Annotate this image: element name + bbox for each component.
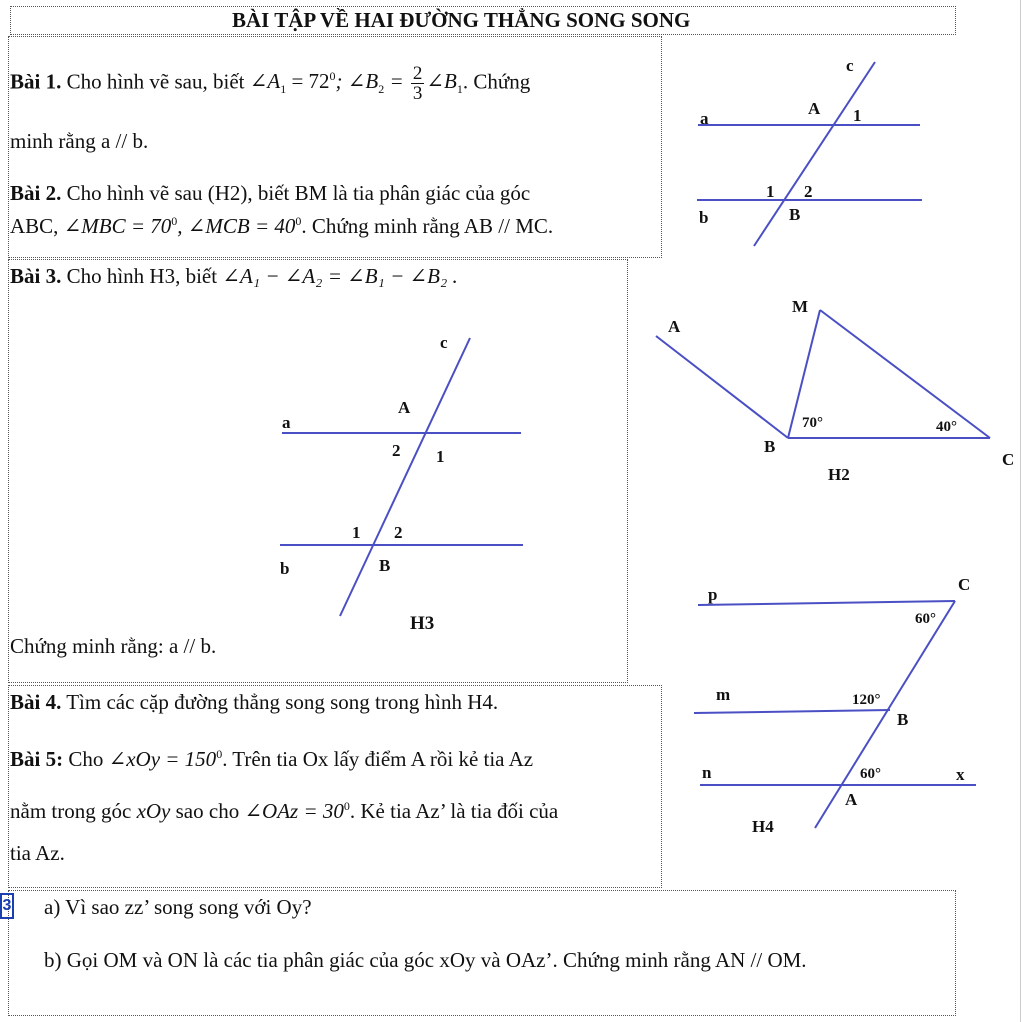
bai1-text: Cho hình vẽ sau, biết [66,69,245,94]
bai2-line2: ABC, ∠MBC = $70^0$, ∠MCB = $40^0$. Chứng minh rằng AB // MC. [10,214,554,238]
h4-transversal [815,601,955,828]
h3-label-A: A [398,398,411,417]
h4-angle-c: 60° [915,611,936,627]
h2-label-A: A [668,317,681,336]
h4-label-C: C [958,575,971,594]
h4-label-A: A [845,790,858,809]
h4-angle-b: 120° [852,692,881,708]
question-a: a) Vì sao zz’ song song với Oy? [44,895,312,919]
h2-angle-b: 70° [802,415,823,431]
bai1-label: Bài 1. [10,69,62,94]
fig1-label-a: a [700,109,709,128]
bai5-angle-xoy: ∠xOy = $150^0$ [108,747,223,771]
h3-label-c: c [440,333,448,352]
h4-label-p: p [708,585,718,604]
h4-label-B: B [897,710,909,729]
bai3-label: Bài 3. [10,264,62,288]
bai1-line2: minh rằng a // b. [10,129,149,153]
bai2-angle-mcb: ∠MCB = $40^0$ [187,214,302,238]
h3-label-a: a [282,413,291,432]
h4-line-p [698,601,955,605]
comment-marker[interactable]: 3 [0,893,14,919]
fig1-label-b: b [699,208,709,227]
bai1-text-end: . Chứng [462,69,531,94]
bai1-cond-b1: $\angle B_1$ [426,69,463,97]
bai4-label: Bài 4. [10,690,62,714]
h3-caption: H3 [410,613,435,634]
h3-label-2a: 2 [392,441,401,460]
h4-label-n: n [702,763,712,782]
h4-angle-a: 60° [860,766,881,782]
fig1-label-c: c [846,56,854,75]
right-edge-line [1020,0,1021,1022]
bai5-line3: tia Az. [10,841,65,865]
bai5-label: Bài 5: [10,747,64,771]
h2-label-C: C [1002,450,1015,469]
page-title: BÀI TẬP VỀ HAI ĐƯỜNG THẲNG SONG SONG [232,8,691,32]
h4-label-m: m [716,685,731,704]
h2-label-M: M [792,297,809,316]
fig1-label-2b: 2 [804,182,813,201]
bai4-line: Bài 4. Tìm các cặp đường thẳng song song trong hình H4. [10,690,499,714]
bai2-angle-mbc: ∠MBC = $70^0$, [63,214,183,238]
bai3-conclusion: Chứng minh rằng: a // b. [10,634,217,658]
h2-label-B: B [764,437,776,456]
h3-label-1a: 1 [436,447,445,466]
h2-caption: H2 [828,465,850,484]
h3-label-b: b [280,559,290,578]
bai5-line2: nằm trong góc xOy sao cho ∠OAz = $30^0$. Kẻ tia Az’ là tia đối của [10,799,559,823]
fig1-label-B: B [789,205,801,224]
bai5-angle-oaz: ∠OAz = $30^0$ [244,799,350,823]
h4-label-x: x [956,765,965,784]
h2-angle-c: 40° [936,419,957,435]
h3-label-1b: 1 [352,523,361,542]
fig1-label-A: A [808,99,821,118]
bai5-line1: Bài 5: Cho ∠xOy = $150^0$. Trên tia Ox lấy điểm A rồi kẻ tia Az [10,747,534,771]
bai2-label: Bài 2. [10,181,62,205]
bai1-cond-a1: $\angle A_1 = 72^0$ [249,69,336,97]
bai1-cond-b2: ; $\angle B_2$ = [335,69,404,97]
h4-caption: H4 [752,817,774,836]
h3-label-2b: 2 [394,523,403,542]
h3-label-B: B [379,556,391,575]
bai1-fraction: $\frac{2}{3}$ [412,63,423,104]
fig1-label-1a: 1 [853,106,862,125]
fig1-label-1b: 1 [766,182,775,201]
bai3-formula: ∠A₁ − ∠A₂ = ∠B₁ − ∠B₂ . [222,264,458,288]
question-b: b) Gọi OM và ON là các tia phân giác của góc xOy và OAz’. Chứng minh rằng AN // OM. [44,948,807,972]
bai2-text: Cho hình vẽ sau (H2), biết BM là tia phân giác của góc [66,181,531,205]
h4-line-m [694,710,890,713]
bai3-line1: Bài 3. Cho hình H3, biết ∠A₁ − ∠A₂ = ∠B₁ − ∠B₂ . [10,264,458,288]
